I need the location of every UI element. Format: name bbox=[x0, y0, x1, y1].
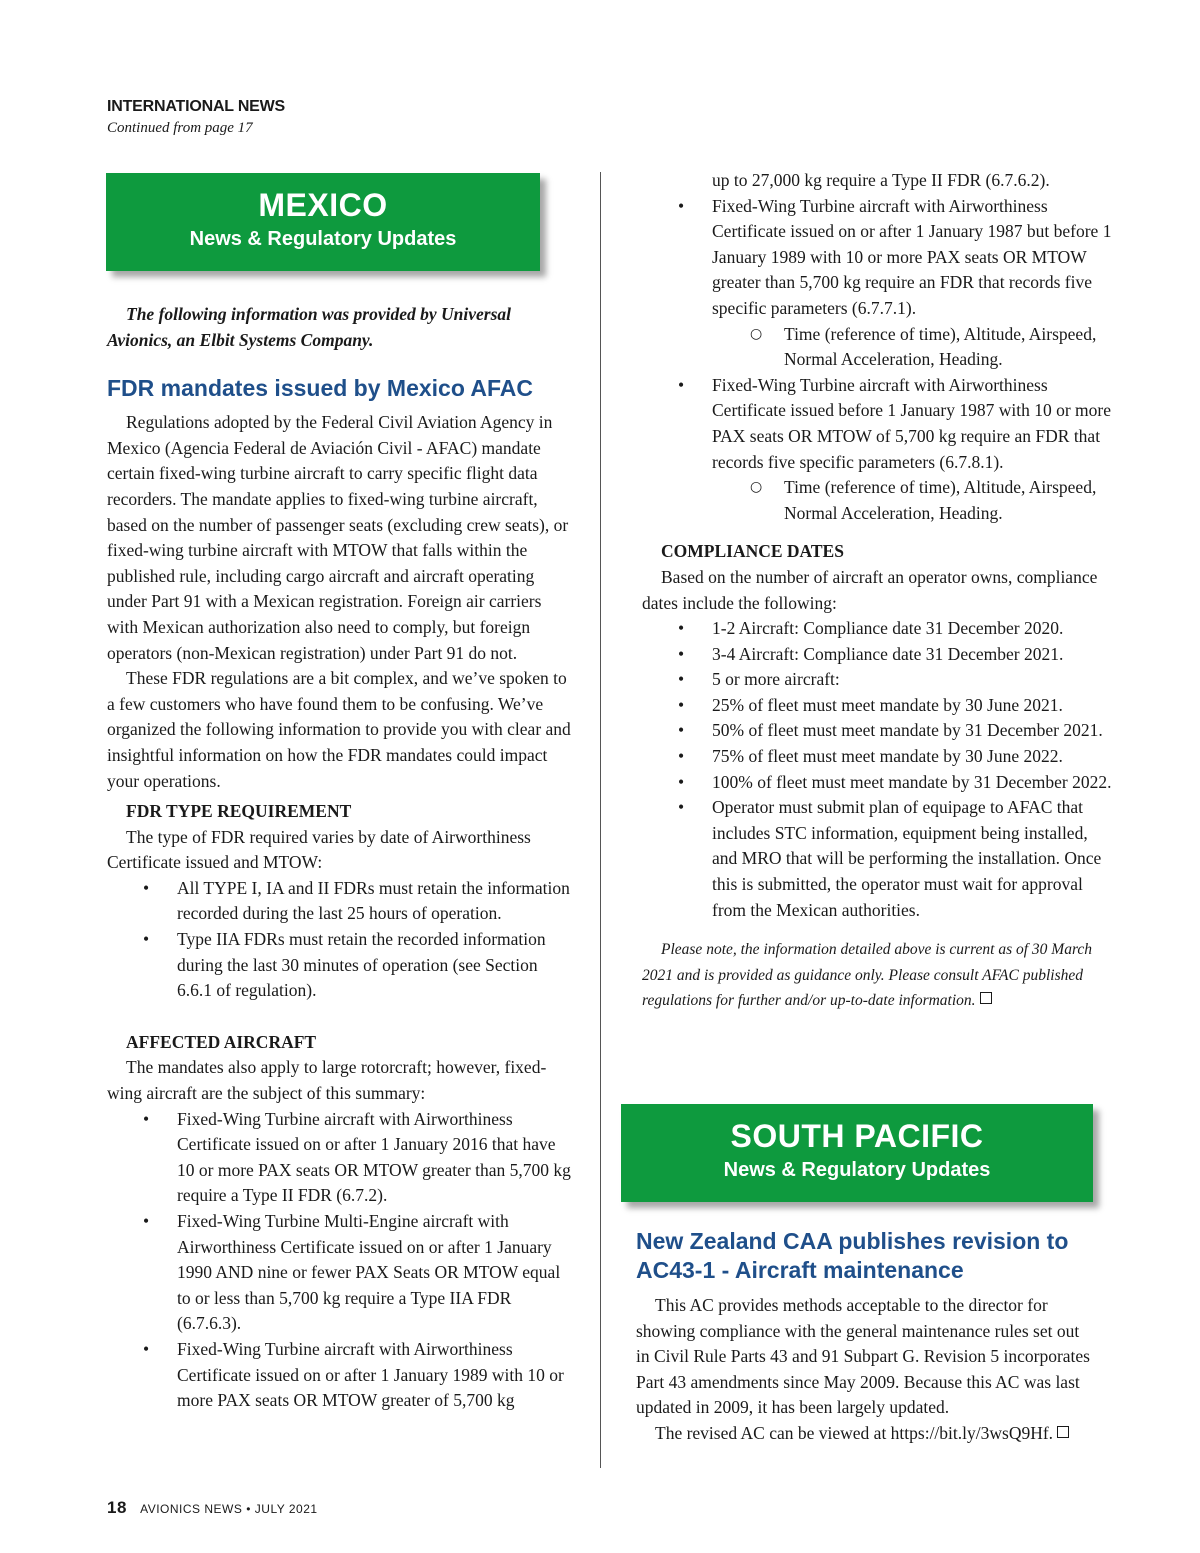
list-item: • 75% of fleet must meet mandate by 30 June 2022. bbox=[642, 744, 1114, 770]
bullet-icon: • bbox=[678, 618, 685, 639]
south-pacific-article bbox=[636, 1227, 1094, 1447]
south-pacific-banner-subtitle: News & Regulatory Updates bbox=[723, 1159, 991, 1181]
subhead-type-requirement: FDR TYPE REQUIREMENT bbox=[126, 801, 352, 822]
disclaimer-note: Please note, the information detailed above is current as of 30 March 2021 and is provided as guidance only. Please consult AFAC published regulations for further and/or up-to-date information. bbox=[642, 941, 1093, 1010]
footer-separator: • bbox=[246, 1502, 251, 1516]
type-requirement-list bbox=[107, 876, 575, 1004]
bullet-icon: • bbox=[678, 746, 685, 767]
bullet-icon: • bbox=[678, 694, 685, 715]
lead-paragraph: The following information was provided by Universal Avionics, an Elbit Systems Company. bbox=[107, 304, 512, 350]
list-item: • 50% of fleet must meet mandate by 31 December 2021. bbox=[642, 718, 1114, 744]
list-item: • Fixed-Wing Turbine aircraft with Airworthiness Certificate issued on or after 1 January 1987 but before 1 January 1989 with 10 or more PAX seats OR MTOW greater than 5,700 kg require an FDR that records five specific parameters (6.7.7.1). bbox=[678, 195, 1112, 318]
affected-aircraft-list bbox=[107, 1107, 575, 1414]
body-paragraph: The mandates also apply to large rotorcraft; however, fixed-wing aircraft are the subject of this summary: bbox=[107, 1057, 547, 1104]
link-paragraph: The revised AC can be viewed at https://bit.ly/3wsQ9Hf. bbox=[636, 1421, 1094, 1447]
circle-bullet-icon: ○ bbox=[750, 325, 763, 342]
publication-name: AVIONICS NEWS bbox=[140, 1502, 243, 1516]
bullet-icon: • bbox=[143, 877, 150, 898]
left-column bbox=[107, 302, 575, 1414]
bullet-icon: • bbox=[143, 1338, 150, 1359]
bullet-icon: • bbox=[678, 643, 685, 664]
mexico-banner bbox=[106, 173, 540, 271]
compliance-list bbox=[642, 616, 1114, 923]
sub-list bbox=[642, 475, 1114, 526]
sub-list-item: ○ Time (reference of time), Altitude, Airspeed, Normal Acceleration, Heading. bbox=[750, 323, 1097, 370]
bullet-icon: • bbox=[678, 669, 685, 690]
south-pacific-banner bbox=[621, 1104, 1093, 1202]
end-mark-icon bbox=[980, 992, 992, 1004]
body-paragraph: Regulations adopted by the Federal Civil Aviation Agency in Mexico (Agencia Federal de Aviación Civil - AFAC) mandate certain fixed-wing turbine aircraft to carry specific flight data recorders. The mandate applies to fixed-wing turbine aircraft, based on the number of passenger seats (excluding crew seats), or fixed-wing turbine aircraft with MTOW that falls within the published rule, including cargo aircraft and aircraft operating under Part 91 with a Mexican registration. Foreign air carriers with Mexican authorization also need to comply, but foreign operators (non-Mexican registration) under Part 91 do not. bbox=[107, 412, 569, 663]
article-headline: New Zealand CAA publishes revision to AC43-1 - Aircraft maintenance bbox=[636, 1228, 1069, 1283]
bullet-icon: • bbox=[678, 797, 685, 818]
end-mark-icon bbox=[1057, 1426, 1069, 1438]
body-paragraph: These FDR regulations are a bit complex, and we’ve spoken to a few customers who have found them to be confusing. We’ve organized the following information to provide you with clear and insightful information on how the FDR mandates could impact your operations. bbox=[107, 668, 571, 791]
list-item-continuation: up to 27,000 kg require a Type II FDR (6.7.6.2). bbox=[712, 170, 1050, 190]
list-item: • All TYPE I, IA and II FDRs must retain the information recorded during the last 25 hours of operation. bbox=[143, 877, 570, 924]
body-paragraph: The type of FDR required varies by date of Airworthiness Certificate issued and MTOW: bbox=[107, 826, 531, 873]
column-divider bbox=[600, 172, 601, 1468]
list-item: • 3-4 Aircraft: Compliance date 31 December 2021. bbox=[642, 642, 1114, 668]
section-tag: INTERNATIONAL NEWS bbox=[107, 98, 286, 115]
body-paragraph: This AC provides methods acceptable to the director for showing compliance with the general maintenance rules set out in Civil Rule Parts 43 and 91 Subpart G. Revision 5 incorporates Part 43 amendments since May 2009. Because this AC was last updated in 2009, it has been largely updated. bbox=[636, 1295, 1090, 1418]
bullet-icon: • bbox=[678, 195, 685, 216]
issue-date: JULY 2021 bbox=[254, 1502, 318, 1516]
list-item: • Fixed-Wing Turbine aircraft with Airworthiness Certificate issued on or after 1 January 2016 that have 10 or more PAX seats OR MTOW greater than 5,700 kg require a Type II FDR (6.7.2). bbox=[143, 1108, 571, 1206]
bullet-icon: • bbox=[143, 929, 150, 950]
bullet-icon: • bbox=[143, 1108, 150, 1129]
page-number: 18 bbox=[107, 1498, 127, 1517]
sub-list bbox=[642, 322, 1114, 373]
list-item: • 100% of fleet must meet mandate by 31 December 2022. bbox=[642, 770, 1114, 796]
subhead-affected-aircraft: AFFECTED AIRCRAFT bbox=[126, 1031, 317, 1052]
list-item: • 5 or more aircraft: bbox=[642, 667, 1114, 693]
affected-aircraft-list-continued bbox=[642, 168, 1114, 322]
article-headline: FDR mandates issued by Mexico AFAC bbox=[107, 375, 534, 402]
bullet-icon: • bbox=[678, 720, 685, 741]
continued-note: Continued from page 17 bbox=[107, 120, 253, 136]
bullet-icon: • bbox=[678, 374, 685, 395]
page-footer bbox=[107, 1498, 318, 1518]
sub-list-item: ○ Time (reference of time), Altitude, Airspeed, Normal Acceleration, Heading. bbox=[750, 477, 1097, 523]
list-item: • 25% of fleet must meet mandate by 30 June 2021. bbox=[642, 693, 1114, 719]
body-paragraph: Based on the number of aircraft an operator owns, compliance dates include the following: bbox=[642, 566, 1098, 613]
mexico-banner-subtitle: News & Regulatory Updates bbox=[189, 228, 457, 250]
list-item: • Fixed-Wing Turbine Multi-Engine aircraft with Airworthiness Certificate issued on or after 1 January 1990 AND nine or fewer PAX Seats OR MTOW equal to or less than 5,700 kg require a Type IIA FDR (6.7.6.3). bbox=[143, 1211, 561, 1334]
right-column bbox=[642, 168, 1114, 1014]
list-item: • Type IIA FDRs must retain the recorded information during the last 30 minutes of operation (see Section 6.6.1 of regulation). bbox=[143, 929, 546, 1001]
list-item: • Fixed-Wing Turbine aircraft with Airworthiness Certificate issued on or after 1 January 1989 with 10 or more PAX seats OR MTOW greater of 5,700 kg bbox=[143, 1338, 564, 1411]
affected-aircraft-list-continued bbox=[642, 373, 1114, 475]
south-pacific-banner-title: SOUTH PACIFIC bbox=[730, 1118, 984, 1154]
list-item: • Fixed-Wing Turbine aircraft with Airworthiness Certificate issued before 1 January 1987 with 10 or more PAX seats OR MTOW of 5,700 kg require an FDR that records five specific parameters (6.7.8.1). bbox=[678, 374, 1111, 472]
mexico-banner-title: MEXICO bbox=[258, 187, 388, 223]
subhead-compliance-dates: COMPLIANCE DATES bbox=[661, 541, 844, 562]
circle-bullet-icon: ○ bbox=[750, 479, 763, 496]
bullet-icon: • bbox=[678, 771, 685, 792]
bullet-icon: • bbox=[143, 1211, 150, 1231]
list-item: • 1-2 Aircraft: Compliance date 31 December 2020. bbox=[642, 616, 1114, 642]
list-item: • Operator must submit plan of equipage to AFAC that includes STC information, equipment being installed, and MRO that will be performing the installation. Once this is submitted, the operator must wait for approval from the Mexican authorities. bbox=[678, 797, 1102, 920]
